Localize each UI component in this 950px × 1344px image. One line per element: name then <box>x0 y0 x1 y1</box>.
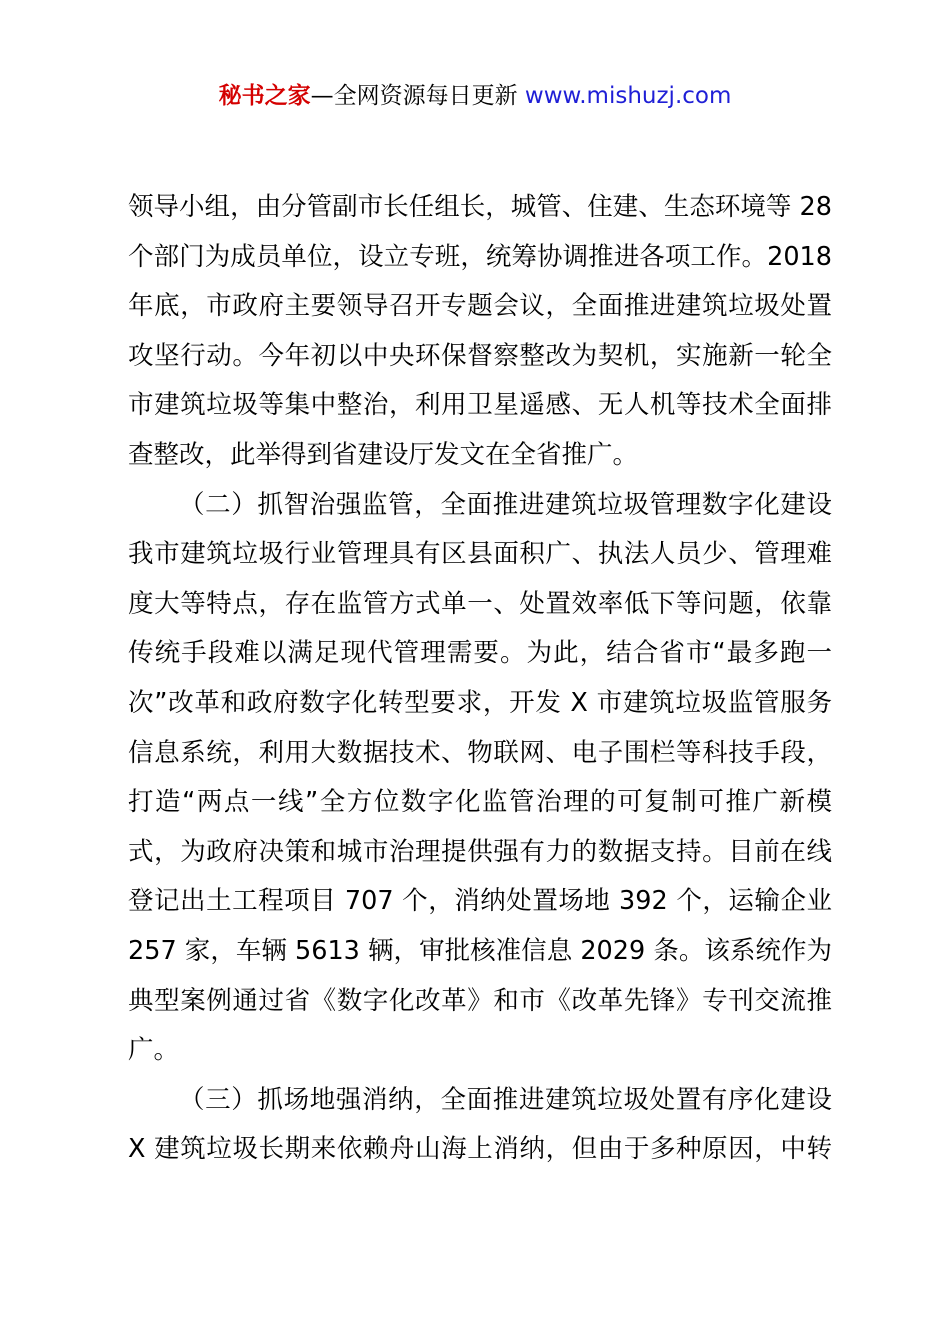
site-tagline: —全网资源每日更新 <box>310 83 525 109</box>
text-line: 市建筑垃圾等集中整治，利用卫星遥感、无人机等技术全面排 <box>128 390 832 421</box>
document-body <box>128 183 832 1175</box>
section-heading-2: （二）抓智治强监管，全面推进建筑垃圾管理数字化建设 <box>179 489 832 520</box>
text-line: 式，为政府决策和城市治理提供强有力的数据支持。目前在线 <box>128 836 832 867</box>
text-line: 个部门为成员单位，设立专班，统筹协调推进各项工作。2018 <box>128 241 832 272</box>
text-line: 打造“两点一线”全方位数字化监管治理的可复制可推广新模 <box>128 787 832 818</box>
text-line: X 建筑垃圾长期来依赖舟山海上消纳，但由于多种原因，中转 <box>128 1134 832 1165</box>
text-line: 传统手段难以满足现代管理需要。为此，结合省市“最多跑一 <box>128 638 832 669</box>
text-line: 典型案例通过省《数字化改革》和市《改革先锋》专刊交流推 <box>128 985 832 1016</box>
text-line: 登记出土工程项目 707 个，消纳处置场地 392 个，运输企业 <box>128 886 832 917</box>
text-line: 信息系统，利用大数据技术、物联网、电子围栏等科技手段， <box>128 737 832 768</box>
text-line: 攻坚行动。今年初以中央环保督察整改为契机，实施新一轮全 <box>128 340 832 371</box>
site-brand: 秘书之家 <box>218 83 311 109</box>
site-url[interactable]: www.mishuzj.com <box>524 83 732 109</box>
section-heading-3: （三）抓场地强消纳，全面推进建筑垃圾处置有序化建设 <box>179 1084 832 1115</box>
text-line: 广。 <box>128 1035 180 1066</box>
text-line: 次”改革和政府数字化转型要求，开发 X 市建筑垃圾监管服务 <box>128 687 832 718</box>
page-header <box>0 80 950 112</box>
text-line: 257 家，车辆 5613 辆，审批核准信息 2029 条。该系统作为 <box>128 935 832 966</box>
text-line: 我市建筑垃圾行业管理具有区县面积广、执法人员少、管理难 <box>128 539 832 570</box>
text-line: 领导小组，由分管副市长任组长，城管、住建、生态环境等 28 <box>128 192 832 222</box>
text-line: 年底，市政府主要领导召开专题会议，全面推进建筑垃圾处置 <box>128 291 832 322</box>
text-line: 查整改，此举得到省建设厅发文在全省推广。 <box>128 439 639 470</box>
text-line: 度大等特点，存在监管方式单一、处置效率低下等问题，依靠 <box>128 588 832 619</box>
